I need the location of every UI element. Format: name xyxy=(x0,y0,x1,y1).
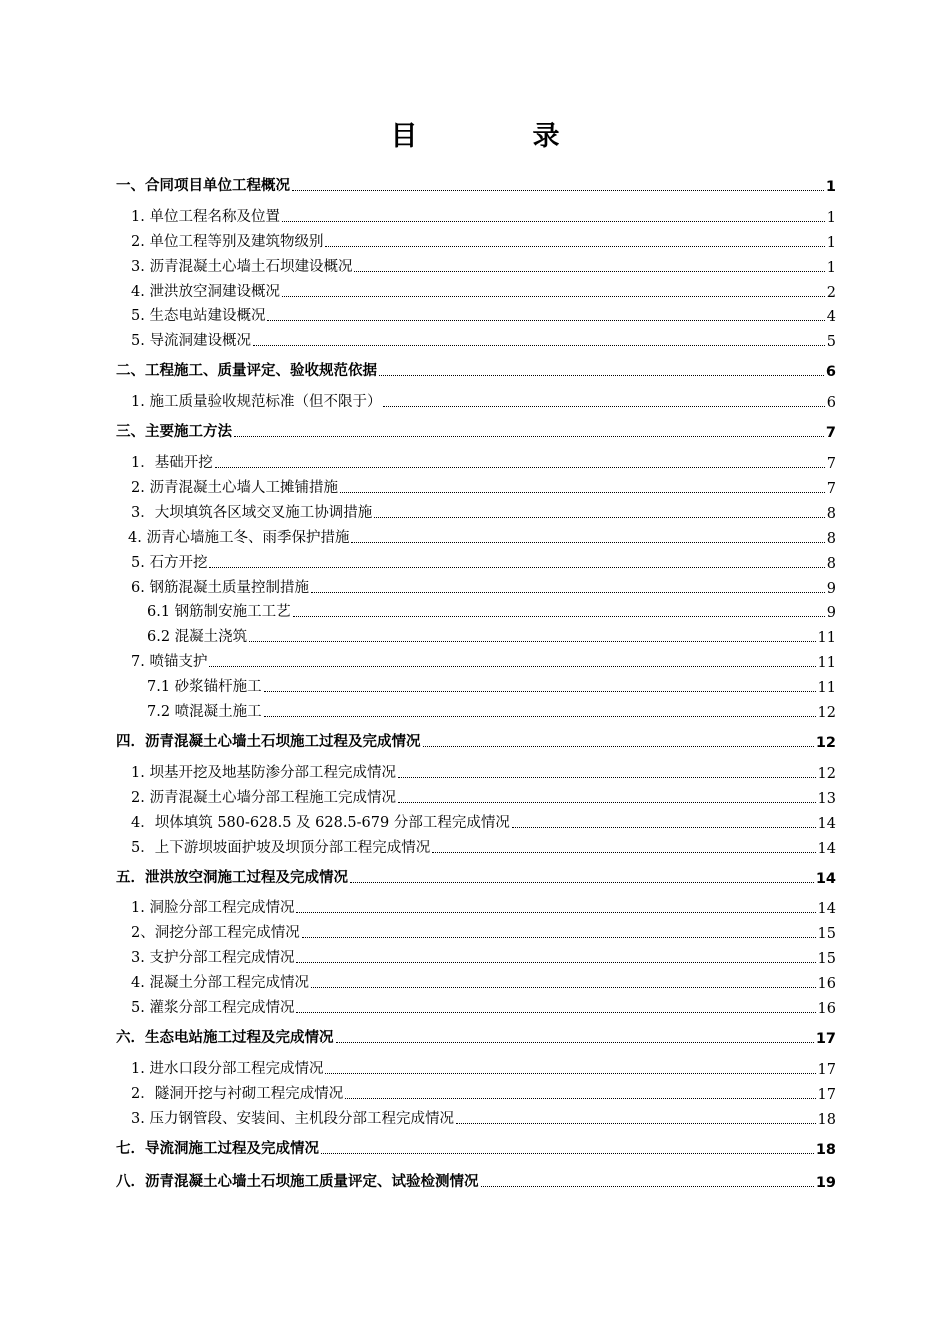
toc-page-number: 1 xyxy=(825,179,836,195)
toc-leader-dots xyxy=(264,691,816,692)
toc-entry-label: 4. 泄洪放空洞建设概况 xyxy=(131,283,280,300)
toc-entry-label: 3．大坝填筑各区域交叉施工协调措施 xyxy=(131,504,373,521)
page-title: 目 录 xyxy=(390,121,604,152)
toc-entry-label: 五．泄洪放空洞施工过程及完成情况 xyxy=(116,869,348,886)
toc-page-number: 1 xyxy=(826,209,836,226)
toc-page-number: 11 xyxy=(817,630,836,647)
toc-page-number: 1 xyxy=(826,234,836,251)
toc-entry[interactable] xyxy=(116,917,836,942)
toc-entry-label: 2. 沥青混凝土心墙人工摊铺措施 xyxy=(131,480,338,497)
toc-entry-label: 7. 喷锚支护 xyxy=(131,654,208,671)
toc-leader-dots xyxy=(311,592,825,593)
toc-page-number: 1 xyxy=(826,259,836,276)
toc-entry-label: 6. 钢筋混凝土质量控制措施 xyxy=(131,579,309,596)
toc-entry[interactable] xyxy=(116,967,836,992)
toc-entry-label: 3. 支护分部工程完成情况 xyxy=(131,950,295,967)
toc-entry[interactable] xyxy=(116,386,836,411)
toc-entry[interactable] xyxy=(116,572,836,597)
toc-entry-label: 6.2 混凝土浇筑 xyxy=(147,629,248,646)
toc-entry[interactable] xyxy=(116,860,836,887)
toc-page-number: 15 xyxy=(817,951,836,968)
toc-leader-dots xyxy=(296,1012,815,1013)
toc-entry-label: 1. 坝基开挖及地基防渗分部工程完成情况 xyxy=(131,764,396,781)
toc-entry[interactable] xyxy=(116,621,836,646)
toc-entry-label: 7.1 砂浆锚杆施工 xyxy=(147,679,262,696)
toc-leader-dots xyxy=(264,716,816,717)
toc-entry[interactable] xyxy=(116,1103,836,1128)
toc-entry-label: 1. 进水口段分部工程完成情况 xyxy=(131,1060,324,1077)
toc-leader-dots xyxy=(302,937,816,938)
toc-leader-dots xyxy=(296,962,815,963)
toc-entry-label: 4. 混凝土分部工程完成情况 xyxy=(131,975,309,992)
toc-entry-label: 二、工程施工、质量评定、验收规范依据 xyxy=(116,363,377,380)
toc-entry-label: 1．基础开挖 xyxy=(131,455,213,472)
toc-leader-dots xyxy=(325,1073,815,1074)
toc-entry[interactable] xyxy=(116,276,836,301)
toc-entry[interactable] xyxy=(116,251,836,276)
toc-page-number: 17 xyxy=(817,1086,836,1103)
toc-entry[interactable] xyxy=(116,1131,836,1158)
toc-page-number: 18 xyxy=(817,1111,836,1128)
toc-page-number: 13 xyxy=(817,790,836,807)
toc-leader-dots xyxy=(267,320,824,321)
toc-entry[interactable] xyxy=(116,547,836,572)
toc-entry-label: 3. 沥青混凝土心墙土石坝建设概况 xyxy=(131,258,353,275)
toc-entry[interactable] xyxy=(116,782,836,807)
toc-page-number: 9 xyxy=(826,605,836,622)
table-of-contents xyxy=(116,168,836,1197)
toc-entry[interactable] xyxy=(116,168,836,195)
toc-leader-dots xyxy=(432,852,815,853)
toc-page-number: 7 xyxy=(826,456,836,473)
toc-leader-dots xyxy=(215,467,825,468)
toc-entry-label: 4．坝体填筑 580-628.5 及 628.5-679 分部工程完成情况 xyxy=(131,814,510,831)
toc-leader-dots xyxy=(379,375,824,376)
toc-page-number: 14 xyxy=(815,870,836,887)
toc-page-number: 6 xyxy=(826,395,836,412)
toc-leader-dots xyxy=(350,882,814,883)
toc-leader-dots xyxy=(354,271,824,272)
toc-entry-label: 3. 压力钢管段、安装间、主机段分部工程完成情况 xyxy=(131,1110,454,1127)
toc-entry[interactable] xyxy=(116,226,836,251)
toc-entry-label: 七．导流洞施工过程及完成情况 xyxy=(116,1140,319,1157)
toc-leader-dots xyxy=(383,406,824,407)
toc-page-number: 11 xyxy=(817,680,836,697)
toc-entry[interactable] xyxy=(116,353,836,380)
toc-page-number: 4 xyxy=(826,309,836,326)
toc-entry[interactable] xyxy=(116,447,836,472)
toc-leader-dots xyxy=(340,492,825,493)
toc-leader-dots xyxy=(345,1098,815,1099)
toc-entry-label: 1. 单位工程名称及位置 xyxy=(131,208,280,225)
toc-entry[interactable] xyxy=(116,1053,836,1078)
toc-page-number: 7 xyxy=(825,425,836,442)
toc-page-number: 11 xyxy=(817,655,836,672)
toc-entry-label: 5. 生态电站建设概况 xyxy=(131,308,266,325)
toc-entry-label: 4. 沥青心墙施工冬、雨季保护措施 xyxy=(128,529,350,546)
toc-page-number: 8 xyxy=(826,530,836,547)
toc-entry-label: 四．沥青混凝土心墙土石坝施工过程及完成情况 xyxy=(116,734,421,751)
toc-entry-label: 一、合同项目单位工程概况 xyxy=(116,178,290,194)
toc-entry-label: 2、洞挖分部工程完成情况 xyxy=(131,925,300,942)
toc-entry-label: 八．沥青混凝土心墙土石坝施工质量评定、试验检测情况 xyxy=(116,1173,479,1190)
toc-entry[interactable] xyxy=(116,807,836,832)
toc-entry-label: 2. 单位工程等别及建筑物级别 xyxy=(131,233,324,250)
toc-entry[interactable] xyxy=(116,1020,836,1047)
toc-page-number: 14 xyxy=(817,901,836,918)
toc-page-number: 14 xyxy=(817,815,836,832)
toc-page-number: 17 xyxy=(817,1061,836,1078)
toc-entry[interactable] xyxy=(116,472,836,497)
toc-leader-dots xyxy=(209,567,824,568)
toc-entry[interactable] xyxy=(116,1078,836,1103)
toc-entry-label: 三、主要施工方法 xyxy=(116,424,232,441)
toc-entry-label: 2. 沥青混凝土心墙分部工程施工完成情况 xyxy=(131,789,396,806)
toc-entry-label: 5．上下游坝坡面护坡及坝顶分部工程完成情况 xyxy=(131,839,431,856)
toc-leader-dots xyxy=(512,827,816,828)
toc-entry[interactable] xyxy=(116,832,836,857)
toc-leader-dots xyxy=(293,616,825,617)
toc-page-number: 8 xyxy=(826,505,836,522)
toc-entry-label: 5. 灌浆分部工程完成情况 xyxy=(131,1000,295,1017)
toc-entry[interactable] xyxy=(116,522,836,547)
toc-page-number: 19 xyxy=(815,1174,836,1191)
toc-leader-dots xyxy=(209,666,815,667)
toc-leader-dots xyxy=(398,802,816,803)
toc-entry[interactable] xyxy=(116,325,836,350)
toc-entry[interactable] xyxy=(116,201,836,226)
toc-leader-dots xyxy=(481,1186,814,1187)
toc-entry[interactable] xyxy=(116,696,836,721)
toc-page-number: 17 xyxy=(815,1031,836,1048)
toc-page-number: 12 xyxy=(815,735,836,752)
toc-entry[interactable] xyxy=(116,992,836,1017)
toc-leader-dots xyxy=(374,517,825,518)
toc-leader-dots xyxy=(456,1123,816,1124)
toc-leader-dots xyxy=(321,1153,814,1154)
toc-entry-label: 5. 导流洞建设概况 xyxy=(131,333,251,350)
toc-leader-dots xyxy=(398,777,816,778)
toc-entry[interactable] xyxy=(116,301,836,326)
toc-leader-dots xyxy=(336,1042,814,1043)
toc-page-number: 12 xyxy=(817,705,836,722)
toc-page-number: 6 xyxy=(825,364,836,381)
toc-page-number: 12 xyxy=(817,765,836,782)
toc-page-number: 8 xyxy=(826,555,836,572)
toc-entry[interactable] xyxy=(116,942,836,967)
toc-entry[interactable] xyxy=(116,646,836,671)
toc-leader-dots xyxy=(282,221,825,222)
toc-page-number: 18 xyxy=(815,1141,836,1158)
toc-entry[interactable] xyxy=(116,597,836,622)
toc-entry-label: 六．生态电站施工过程及完成情况 xyxy=(116,1030,334,1047)
toc-leader-dots xyxy=(325,246,824,247)
toc-entry-label: 5. 石方开挖 xyxy=(131,554,208,571)
toc-leader-dots xyxy=(311,987,816,988)
toc-page-number: 9 xyxy=(826,580,836,597)
toc-page-number: 2 xyxy=(826,284,836,301)
toc-page-number: 7 xyxy=(826,481,836,498)
toc-leader-dots xyxy=(253,345,825,346)
toc-entry[interactable] xyxy=(116,893,836,918)
toc-leader-dots xyxy=(423,746,814,747)
toc-entry-label: 6.1 钢筋制安施工工艺 xyxy=(147,604,291,621)
toc-page-number: 14 xyxy=(817,840,836,857)
toc-entry-label: 1. 洞脸分部工程完成情况 xyxy=(131,900,295,917)
toc-entry[interactable] xyxy=(116,414,836,441)
toc-leader-dots xyxy=(351,542,824,543)
toc-leader-dots xyxy=(292,190,824,191)
toc-entry[interactable] xyxy=(116,724,836,751)
toc-page-number: 16 xyxy=(817,976,836,993)
toc-leader-dots xyxy=(282,296,825,297)
toc-entry[interactable] xyxy=(116,671,836,696)
toc-leader-dots xyxy=(296,912,815,913)
toc-entry[interactable] xyxy=(116,1164,836,1191)
toc-leader-dots xyxy=(234,436,824,437)
toc-entry-label: 1. 施工质量验收规范标准（但不限于） xyxy=(131,394,382,411)
toc-entry-label: 7.2 喷混凝土施工 xyxy=(147,704,262,721)
toc-page-number: 15 xyxy=(817,926,836,943)
toc-page-number: 5 xyxy=(826,334,836,351)
toc-entry-label: 2．隧洞开挖与衬砌工程完成情况 xyxy=(131,1085,344,1102)
toc-entry[interactable] xyxy=(116,757,836,782)
toc-page-number: 16 xyxy=(817,1001,836,1018)
toc-leader-dots xyxy=(249,641,815,642)
toc-entry[interactable] xyxy=(116,497,836,522)
